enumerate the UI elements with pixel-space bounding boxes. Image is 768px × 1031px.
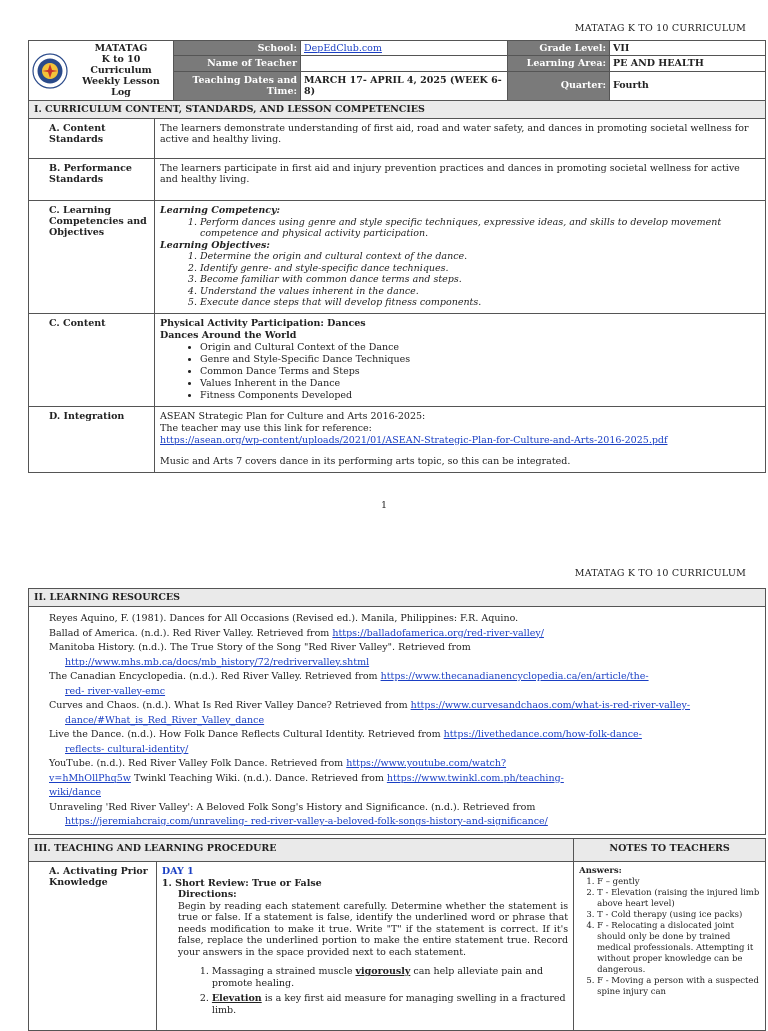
objectives-list (160, 251, 760, 309)
objective-item: 1. Determine the origin and cultural context of the dance. (200, 251, 760, 263)
reference-line: Ballad of America. (n.d.). Red River Valley. Retrieved from https://balladofamerica.org/red-river-valley/ (49, 627, 544, 639)
reference-line (49, 714, 757, 729)
answer-item: 2. T - Elevation (raising the injured limb above heart level) (597, 888, 760, 910)
references-list (29, 607, 765, 834)
reference-link[interactable]: https://www.youtube.com/watch? (346, 758, 507, 769)
performance-standards-label: B. Performance Standards (29, 159, 155, 201)
reference-line (49, 786, 757, 801)
reference-line (49, 743, 757, 758)
answers-heading: Answers: (579, 866, 622, 876)
objective-item: 4. Understand the values inherent in the dance. (200, 286, 760, 298)
day-label: DAY 1 (161, 866, 194, 877)
area-value: PE AND HEALTH (610, 56, 766, 71)
integration-line2: The teacher may use this link for reference: (160, 422, 372, 434)
section1-heading: I. CURRICULUM CONTENT, STANDARDS, AND LESSON COMPETENCIES (29, 101, 766, 119)
grade-label: Grade Level: (508, 41, 610, 56)
content-standards-label: A. Content Standards (29, 119, 155, 159)
statement-item: 2. Elevation is a key first aid measure for managing swelling in a fractured limb. (212, 993, 568, 1016)
dates-value: MARCH 17- APRIL 4, 2025 (WEEK 6-8) (301, 71, 508, 100)
reference-link[interactable]: https://www.twinkl.com.ph/teaching- (386, 772, 564, 784)
directions-text: Begin by reading each statement carefully. Determine whether the statement is true or false. If a statement is false, identify the underlined word or phrase that needs modification to make it true. Write "T" if the statement is correct. If it's false, replace the underlined portion to make the entire statement true. Record your answers in the space provided next to each statement. (177, 900, 569, 958)
content-item: • Values Inherent in the Dance (200, 378, 760, 390)
content-item: • Origin and Cultural Context of the Dance (200, 342, 760, 354)
competencies-cell (155, 201, 766, 314)
grade-value: VII (610, 41, 766, 56)
content-item: • Common Dance Terms and Steps (200, 366, 760, 378)
objective-item: 3. Become familiar with common dance terms and steps. (200, 274, 760, 286)
integration-cell (155, 406, 766, 472)
section2-heading: II. LEARNING RESOURCES (29, 589, 765, 607)
statement-list (178, 966, 568, 1016)
header-logo-cell (29, 41, 174, 101)
integration-link[interactable]: https://asean.org/wp-content/uploads/2021/01/ASEAN-Strategic-Plan-for-Culture-and-Arts-2016-2025.pdf (160, 434, 668, 446)
reference-line: Manitoba History. (n.d.). The True Story of the Song "Red River Valley". Retrieved from (49, 642, 471, 653)
deped-seal-icon (32, 53, 68, 89)
reference-link[interactable]: http://www.mhs.mb.ca/docs/mb_history/72/redrivervalley.shtml (65, 656, 370, 668)
learning-resources-section (28, 588, 766, 835)
reference-line: Unraveling 'Red River Valley': A Beloved Folk Song's History and Significance. (n.d.). Retrieved from (49, 801, 536, 813)
reference-line: YouTube. (n.d.). Red River Valley Folk Dance. Retrieved from https://www.youtube.com/watch? (49, 758, 507, 769)
reference-link[interactable]: wiki/dance (49, 787, 101, 798)
curriculum-label: MATATAG K TO 10 CURRICULUM (574, 568, 746, 579)
curriculum-section (28, 100, 766, 473)
reference-link[interactable]: https://www.curvesandchaos.com/what-is-red-river-valley- (410, 700, 691, 711)
page-number: 1 (380, 500, 388, 511)
section3-heading: III. TEACHING AND LEARNING PROCEDURE (29, 839, 574, 862)
content-standards-text: The learners demonstrate understanding of first aid, road and water safety, and dances in promoting societal wellness for active and healthy living. (155, 119, 766, 159)
school-label: School: (174, 41, 301, 56)
answer-item: 3. T - Cold therapy (using ice packs) (597, 910, 760, 921)
teacher-label: Name of Teacher (174, 56, 301, 71)
review-title: 1. Short Review: True or False (161, 877, 322, 889)
header-title: MATATAG K to 10 Curriculum Weekly Lesson Log (82, 43, 160, 98)
competency-item: 1. Perform dances using genre and style specific techniques, expressive ideas, and skills to develop movement competence and physical activity participation. (200, 217, 760, 240)
quarter-label: Quarter: (508, 71, 610, 100)
school-value[interactable]: DepEdClub.com (301, 41, 508, 56)
content-title: Physical Activity Participation: Dances (160, 317, 366, 329)
reference-line: Curves and Chaos. (n.d.). What Is Red River Valley Dance? Retrieved from https://www.curvesandchaos.com/what-is-red-river-valley- (49, 700, 691, 711)
activating-label: A. Activating Prior Knowledge (29, 862, 157, 1031)
lesson-header-table (28, 40, 766, 101)
procedure-section (28, 838, 766, 1031)
answer-item: 1. F – gently (597, 877, 760, 888)
content-label: C. Content (29, 313, 155, 406)
answer-item: 5. F - Moving a person with a suspected spine injury can (597, 976, 760, 998)
reference-link[interactable]: https://livethedance.com/how-folk-dance- (443, 729, 642, 740)
reference-line: Live the Dance. (n.d.). How Folk Dance Reflects Cultural Identity. Retrieved from https://livethedance.com/how-folk-dance- (49, 729, 642, 740)
content-cell (155, 313, 766, 406)
integration-line1: ASEAN Strategic Plan for Culture and Arts 2016-2025: (160, 410, 426, 422)
objective-item: 5. Execute dance steps that will develop fitness components. (200, 297, 760, 309)
integration-line3: Music and Arts 7 covers dance in its performing arts topic, so this can be integrated. (160, 455, 571, 467)
reference-link[interactable]: v=hMhOllPhq5w (49, 772, 131, 784)
objective-item: 2. Identify genre- and style-specific dance techniques. (200, 263, 760, 275)
answers-list (579, 877, 760, 998)
teacher-value (301, 56, 508, 71)
reference-line: The Canadian Encyclopedia. (n.d.). Red River Valley. Retrieved from https://www.thecanadianencyclopedia.ca/en/article/the- (49, 671, 649, 682)
competencies-label: C. Learning Competencies and Objectives (29, 201, 155, 314)
quarter-value: Fourth (610, 71, 766, 100)
reference-link[interactable]: https://balladofamerica.org/red-river-valley/ (332, 627, 544, 639)
objectives-heading: Learning Objectives: (160, 239, 270, 251)
curriculum-label: MATATAG K TO 10 CURRICULUM (574, 23, 746, 34)
integration-label: D. Integration (29, 406, 155, 472)
directions-label: Directions: (177, 889, 237, 900)
content-item: • Fitness Components Developed (200, 390, 760, 402)
statement-item: 1. Massaging a strained muscle vigorously can help alleviate pain and promote healing. (212, 966, 568, 989)
reference-line (49, 815, 757, 830)
notes-cell (574, 862, 766, 1031)
reference-line (49, 656, 757, 671)
reference-line: Reyes Aquino, F. (1981). Dances for All Occasions (Revised ed.). Manila, Philippines: F.R. Aquino. (49, 613, 519, 624)
reference-link[interactable]: https://www.thecanadianencyclopedia.ca/en/article/the- (380, 671, 649, 682)
content-subtitle: Dances Around the World (160, 329, 297, 341)
reference-line: v=hMhOllPhq5w Twinkl Teaching Wiki. (n.d.). Dance. Retrieved from https://www.twinkl.com.ph/teaching- (49, 772, 564, 784)
content-item: • Genre and Style-Specific Dance Techniques (200, 354, 760, 366)
area-label: Learning Area: (508, 56, 610, 71)
reference-link[interactable]: red- river-valley-emc (65, 685, 166, 697)
content-list (160, 342, 760, 402)
reference-link[interactable]: reflects- cultural-identity/ (65, 743, 189, 755)
notes-heading: NOTES TO TEACHERS (574, 839, 766, 862)
competency-heading: Learning Competency: (160, 205, 281, 216)
performance-standards-text: The learners participate in first aid and injury prevention practices and dances in promoting societal wellness for active and healthy living. (155, 159, 766, 201)
reference-link[interactable]: dance/#What_is_Red_River_Valley_dance (65, 714, 265, 726)
reference-link[interactable]: https://jeremiahcraig.com/unraveling- red-river-valley-a-beloved-folk-songs-history-and-significance/ (65, 816, 548, 827)
reference-line (49, 685, 757, 700)
answer-item: 4. F - Relocating a dislocated joint should only be done by trained medical professionals. Attempting it without proper knowledge can be dangerous. (597, 921, 760, 976)
activating-cell (156, 862, 573, 1031)
dates-label: Teaching Dates and Time: (174, 71, 301, 100)
